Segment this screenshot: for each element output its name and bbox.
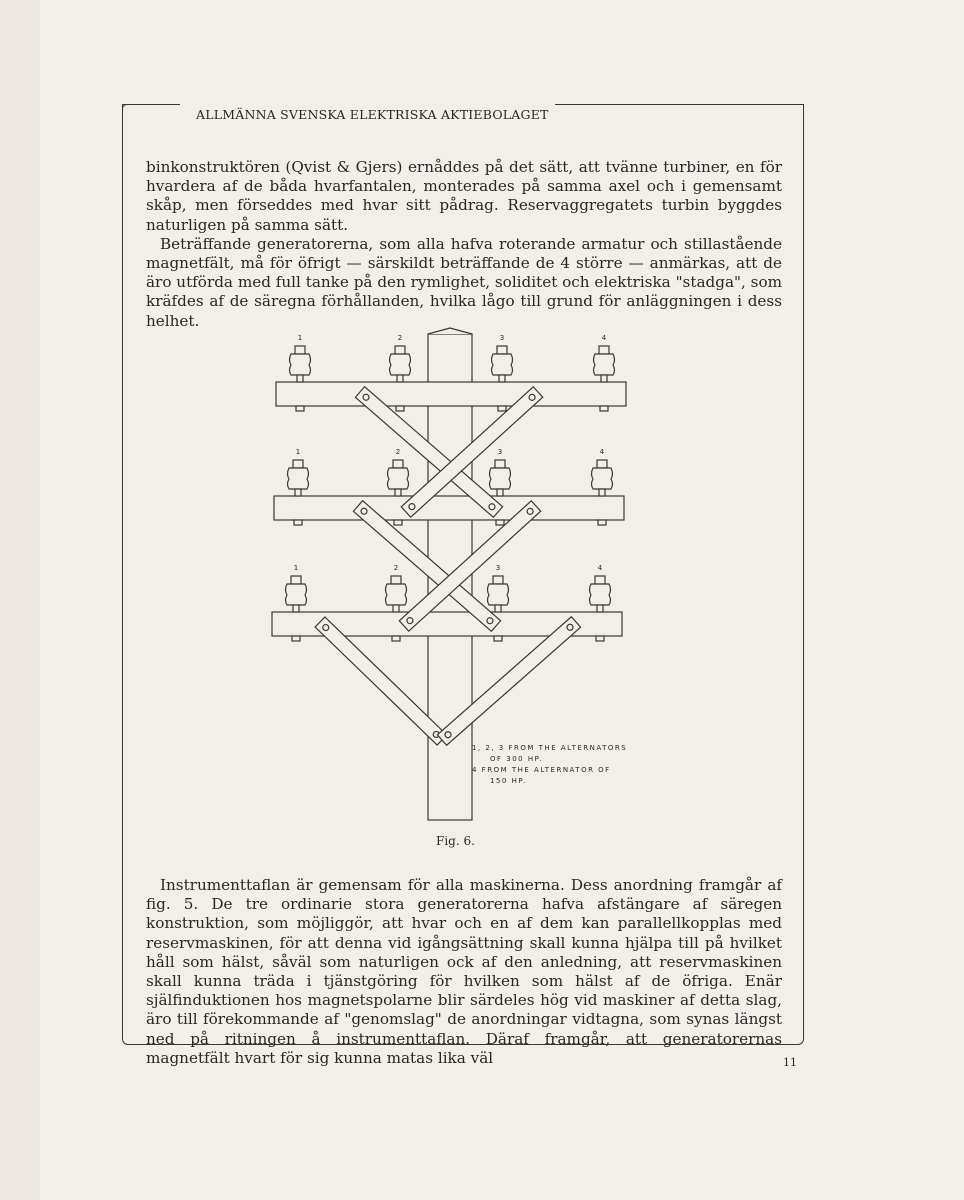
- insulator-cap: [293, 460, 303, 468]
- pole-cap: [428, 328, 472, 334]
- bolt: [361, 508, 367, 514]
- insulator-pin: [393, 605, 399, 612]
- insulator: [388, 468, 409, 489]
- bolt: [489, 504, 495, 510]
- insulator-number: 4: [597, 564, 603, 572]
- bolt-nut: [292, 636, 300, 641]
- bolt-nut: [600, 406, 608, 411]
- insulator: [386, 584, 407, 605]
- insulator-number: 1: [293, 564, 299, 572]
- paragraph: binkonstruktören (Qvist & Gjers) ernåddes på det sätt, att tvänne turbiner, en för hvardera af de båda hvarfantalen, monterades på samma axel och i gemensamt skåp, men förseddes med hvar sitt pådrag. Reservaggregatets turbin byggdes naturligen på samma sätt.: [146, 158, 782, 234]
- insulator-number: 3: [499, 334, 505, 342]
- bolt: [567, 624, 573, 630]
- bolt: [529, 394, 535, 400]
- insulator-pin: [499, 375, 505, 382]
- insulator-pin: [601, 375, 607, 382]
- bolt-nut: [598, 520, 606, 525]
- paragraph: Instrumenttaflan är gemensam för alla maskinerna. Dess anordning framgår af fig. 5. De tre ordinarie stora generatorerna hafva afstängare af säregen konstruktion, som möjliggör, att hvar och en af dem kan parallellkopplas med reservmaskinen, för att denna vid igångsättning skall kunna hjälpa till på hvilket håll som hälst, såväl som naturligen ock af den anledning, att reservmaskinen skall kunna träda i tjänstgöring för hvilken som hälst af de öfriga. Enär själfinduktionen hos magnetspolarne blir särdeles hög vid maskiner af detta slag, äro till förekommande af "genomslag" de anordningar vidtagna, som synas längst ned på ritningen å instrumenttaflan. Däraf framgår, att generatorernas magnetfält hvart för sig kunna matas lika väl: [146, 876, 782, 1067]
- figure-caption: Fig. 6.: [436, 834, 475, 848]
- insulator-pin: [295, 489, 301, 496]
- page-number: 11: [783, 1056, 797, 1069]
- insulator-cap: [599, 346, 609, 354]
- insulator-pin: [397, 375, 403, 382]
- insulator-number: 3: [497, 448, 503, 456]
- insulator: [490, 468, 511, 489]
- bolt: [487, 618, 493, 624]
- insulator-cap: [595, 576, 605, 584]
- bolt: [407, 618, 413, 624]
- insulator-cap: [497, 346, 507, 354]
- insulator-cap: [395, 346, 405, 354]
- insulator-pin: [293, 605, 299, 612]
- insulator-cap: [493, 576, 503, 584]
- insulator-pin: [497, 489, 503, 496]
- insulator-number: 2: [393, 564, 399, 572]
- bolt-nut: [392, 636, 400, 641]
- bolt-nut: [498, 406, 506, 411]
- insulator: [290, 354, 311, 375]
- insulator: [488, 584, 509, 605]
- insulator-number: 1: [295, 448, 301, 456]
- insulator-number: 1: [297, 334, 303, 342]
- insulator-number: 4: [601, 334, 607, 342]
- body-text-bottom: [146, 876, 782, 1068]
- bolt-nut: [294, 520, 302, 525]
- insulator-cap: [495, 460, 505, 468]
- insulator: [592, 468, 613, 489]
- bolt-nut: [394, 520, 402, 525]
- insulator: [288, 468, 309, 489]
- figure-legend-line: 4 FROM THE ALTERNATOR OF: [472, 766, 611, 774]
- insulator-pin: [395, 489, 401, 496]
- insulator: [286, 584, 307, 605]
- insulator: [590, 584, 611, 605]
- bolt-nut: [296, 406, 304, 411]
- figure-legend-line: 150 HP.: [490, 777, 527, 785]
- insulator-cap: [295, 346, 305, 354]
- insulator-cap: [391, 576, 401, 584]
- insulator-pin: [297, 375, 303, 382]
- bolt: [445, 732, 451, 738]
- insulator-number: 2: [395, 448, 401, 456]
- bolt-nut: [396, 406, 404, 411]
- figure-legend-line: OF 300 HP.: [490, 755, 543, 763]
- insulator: [594, 354, 615, 375]
- crossarm: [276, 382, 626, 406]
- bolt: [527, 508, 533, 514]
- insulator-cap: [291, 576, 301, 584]
- bolt-nut: [596, 636, 604, 641]
- insulator-number: 4: [599, 448, 605, 456]
- crossarm: [274, 496, 624, 520]
- insulator-number: 2: [397, 334, 403, 342]
- running-header: ALLMÄNNA SVENSKA ELEKTRISKA AKTIEBOLAGET: [196, 107, 549, 122]
- bolt-nut: [494, 636, 502, 641]
- insulator: [492, 354, 513, 375]
- bolt: [323, 625, 329, 631]
- bolt-nut: [496, 520, 504, 525]
- insulator-cap: [393, 460, 403, 468]
- figure-legend-line: 1, 2, 3 FROM THE ALTERNATORS: [472, 744, 628, 752]
- bolt: [409, 504, 415, 510]
- insulator-cap: [597, 460, 607, 468]
- bolt: [363, 394, 369, 400]
- insulator-pin: [599, 489, 605, 496]
- paragraph: Beträffande generatorerna, som alla hafva roterande armatur och stillastående magnetfält, må för öfrigt — särskildt beträffande de 4 större — anmärkas, att de äro utförda med full tanke på den rymlighet, soliditet och elektriska "stadga", som kräfdes af de säregna förhållanden, hvilka lågo till grund för anläggningen i dess helhet.: [146, 234, 782, 330]
- insulator: [390, 354, 411, 375]
- insulator-pin: [495, 605, 501, 612]
- insulator-pin: [597, 605, 603, 612]
- insulator-number: 3: [495, 564, 501, 572]
